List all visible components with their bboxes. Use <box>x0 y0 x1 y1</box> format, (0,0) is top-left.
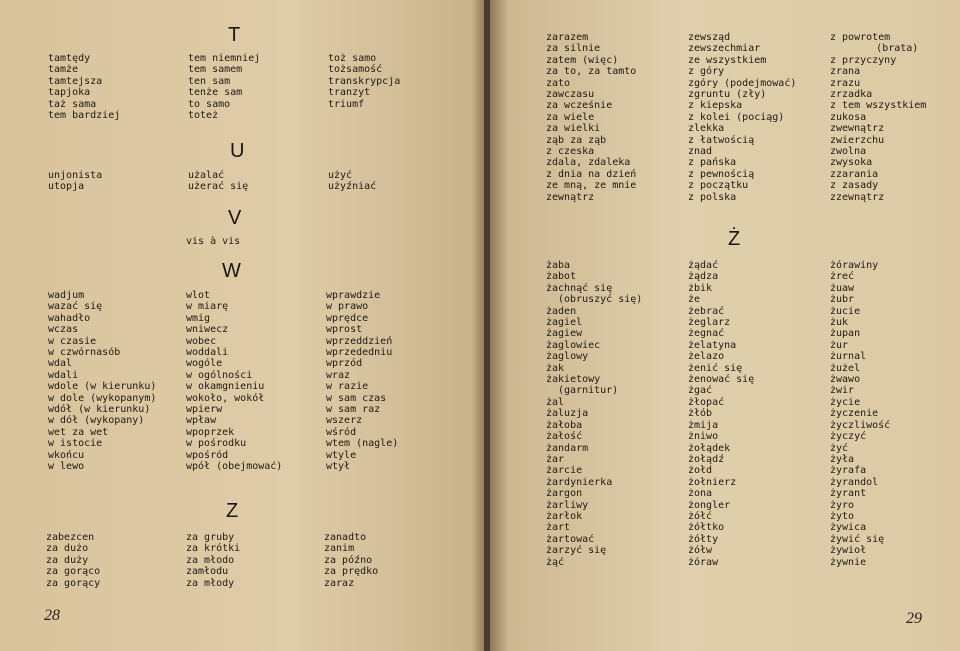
list-item: wlot <box>186 290 211 301</box>
list-item: za wcześnie <box>546 100 613 112</box>
list-item: wraz <box>326 369 351 381</box>
list-item: żuk <box>830 317 849 329</box>
list-item: żółw <box>688 545 713 557</box>
list-item: w istocie <box>48 438 103 450</box>
list-item: z łatwością <box>688 134 755 146</box>
t-column-2 <box>188 53 260 121</box>
list-item: żaba <box>546 260 571 271</box>
list-item: żniwo <box>688 431 719 443</box>
list-item: żyrafa <box>830 465 867 477</box>
u-column-1 <box>48 170 102 193</box>
list-item: zato <box>546 77 571 89</box>
list-item: żgać <box>688 385 713 397</box>
section-letter-t: T <box>228 24 241 46</box>
list-item: życie <box>830 396 861 408</box>
list-item: żar <box>546 453 565 465</box>
list-item: z powrotem <box>830 32 891 43</box>
list-item: żądać <box>688 260 719 271</box>
list-item: wczas <box>48 324 79 336</box>
list-item: zwolna <box>830 146 867 158</box>
list-item: wtył <box>326 461 351 473</box>
list-item: wszerz <box>326 415 363 427</box>
list-item: żandarm <box>546 442 589 454</box>
section-letter-z-dot: Ż <box>728 228 741 250</box>
list-item: zlekka <box>688 123 725 135</box>
list-item: żóraw <box>688 556 719 568</box>
list-item: żądza <box>688 271 719 283</box>
w-column-1 <box>48 290 156 473</box>
list-item: z pewnością <box>688 168 755 180</box>
list-item: żyro <box>830 499 855 511</box>
list-item: w okamgnieniu <box>186 381 265 393</box>
list-item: z dnia na dzień <box>546 168 637 180</box>
list-item: żuaw <box>830 282 855 294</box>
list-item: żółty <box>688 533 719 545</box>
list-item: żyrant <box>830 488 867 500</box>
list-item: za gruby <box>186 532 235 543</box>
list-item: wpośród <box>186 449 229 461</box>
list-item: żyrandol <box>830 476 879 488</box>
list-item: (brata) <box>876 43 919 55</box>
t-column-1 <box>48 53 120 121</box>
list-item: żłób <box>688 408 713 420</box>
list-item: zarazem <box>546 32 589 43</box>
list-item: żałoba <box>546 419 583 431</box>
list-item: wprost <box>326 324 363 336</box>
list-item: wet za wet <box>48 426 109 438</box>
list-item: w dół (wykopany) <box>48 415 145 427</box>
list-item: żaden <box>546 305 577 317</box>
u-column-3 <box>328 170 376 193</box>
list-item: z polska <box>688 191 737 203</box>
list-item: żłopać <box>688 396 725 408</box>
list-item: z kolei (pociąg) <box>688 111 785 123</box>
list-item: żartować <box>546 533 595 545</box>
list-item: za prędko <box>324 566 379 578</box>
list-item: żardynierka <box>546 476 613 488</box>
z-continued-column-1 <box>546 32 636 203</box>
list-item: żur <box>830 339 849 351</box>
list-item: wadjum <box>48 290 85 301</box>
list-item: żargon <box>546 488 583 500</box>
list-item: zaraz <box>324 577 355 589</box>
list-item: zewszechmiar <box>688 43 761 55</box>
list-item: triumf <box>328 98 365 110</box>
list-item: ząb za ząb <box>546 134 607 146</box>
list-item: (obruszyć się) <box>558 294 643 306</box>
list-item: żachnąć się <box>546 282 613 294</box>
list-item: z przyczyny <box>830 54 897 66</box>
list-item: zewnątrz <box>546 191 595 203</box>
list-item: za wielki <box>546 123 601 135</box>
list-item: żarzyć się <box>546 545 607 557</box>
w-column-2 <box>186 290 282 473</box>
list-item: wpław <box>186 415 217 427</box>
t-column-3 <box>328 53 400 110</box>
list-item: żąć <box>546 556 565 568</box>
list-item: zanadto <box>324 532 367 543</box>
list-item: wprawdzie <box>326 290 381 301</box>
list-item: żabot <box>546 271 577 283</box>
list-item: żal <box>546 396 565 408</box>
list-item: z pańska <box>688 157 737 169</box>
list-item: w czwórnasób <box>48 347 121 359</box>
list-item: zgóry (podejmować) <box>688 77 797 89</box>
list-item: zanim <box>324 543 355 555</box>
z-continued-column-2 <box>688 32 796 203</box>
list-item: życzliwość <box>830 419 891 431</box>
list-item: żółtko <box>688 522 725 534</box>
list-item: żona <box>688 488 713 500</box>
list-item: wdół (w kierunku) <box>48 404 151 416</box>
list-item: zamłodu <box>186 566 229 578</box>
list-item: zewsząd <box>688 32 731 43</box>
right-page <box>490 0 960 651</box>
list-item: żagiew <box>546 328 583 340</box>
list-item: użyźniać <box>328 181 377 193</box>
list-item: żołądek <box>688 442 731 454</box>
w-column-3 <box>326 290 398 473</box>
z-dot-column-2 <box>688 260 754 568</box>
list-item: zrana <box>830 66 861 78</box>
list-item: wpierw <box>186 404 223 416</box>
list-item: żaglowy <box>546 351 589 363</box>
list-item: wpoprzek <box>186 426 235 438</box>
list-item: żurnal <box>830 351 867 363</box>
list-item: wkońcu <box>48 449 85 461</box>
list-item: użyć <box>328 170 353 181</box>
list-item: toż samo <box>328 53 377 64</box>
list-item: za młody <box>186 577 235 589</box>
list-item: zdala, zdaleka <box>546 157 631 169</box>
list-item: unjonista <box>48 170 103 181</box>
z-column-1 <box>46 532 100 589</box>
list-item: żreć <box>830 271 855 283</box>
list-item: z kiepska <box>688 100 743 112</box>
list-item: tem bardziej <box>48 110 121 122</box>
list-item: żenić się <box>688 362 743 374</box>
list-item: wobec <box>186 335 217 347</box>
list-item: żagiel <box>546 317 583 329</box>
list-item: za duży <box>46 554 89 566</box>
list-item: w czasie <box>48 335 97 347</box>
list-item: z początku <box>688 180 749 192</box>
list-item: żywić się <box>830 533 885 545</box>
z-dot-column-1 <box>546 260 642 568</box>
section-letter-u: U <box>230 140 245 162</box>
list-item: z tem wszystkiem <box>830 100 927 112</box>
list-item: wdali <box>48 369 79 381</box>
list-item: woddali <box>186 347 229 359</box>
list-item: żołnierz <box>688 476 737 488</box>
list-item: żelazo <box>688 351 725 363</box>
list-item: tem niemniej <box>188 53 261 64</box>
list-item: żaluzja <box>546 408 589 420</box>
list-item: ze mną, ze mnie <box>546 180 637 192</box>
list-item: za wiele <box>546 111 595 123</box>
list-item: z zasady <box>830 180 879 192</box>
list-item: w miarę <box>186 301 229 313</box>
list-item: utopja <box>48 181 85 193</box>
list-item: wokoło, wokół <box>186 392 265 404</box>
list-item: żywica <box>830 522 867 534</box>
list-item: życzyć <box>830 431 867 443</box>
list-item: żeglarz <box>688 317 731 329</box>
list-item: (garnitur) <box>558 385 619 397</box>
list-item: tożsamość <box>328 64 383 76</box>
z-column-2 <box>186 532 240 589</box>
list-item: za późno <box>324 554 373 566</box>
list-item: za to, za tamto <box>546 66 637 78</box>
list-item: w sam czas <box>326 392 387 404</box>
list-item: zukosa <box>830 111 867 123</box>
list-item: to samo <box>188 98 231 110</box>
z-continued-column-3 <box>830 32 926 203</box>
list-item: żółć <box>688 510 713 522</box>
list-item: wniwecz <box>186 324 229 336</box>
list-item: z góry <box>688 66 725 78</box>
section-letter-w: W <box>222 260 241 282</box>
list-item: zrazu <box>830 77 861 89</box>
list-item: toteż <box>188 110 219 122</box>
list-item: żupan <box>830 328 861 340</box>
page-number-right: 29 <box>906 610 922 627</box>
list-item: tamtejsza <box>48 75 103 87</box>
list-item: za krótki <box>186 543 241 555</box>
list-item: tapjoka <box>48 87 91 99</box>
list-item: żenować się <box>688 374 755 386</box>
list-item: żarliwy <box>546 499 589 511</box>
list-item: transkrypcja <box>328 75 401 87</box>
list-item: tem samem <box>188 64 243 76</box>
list-item: żwawo <box>830 374 861 386</box>
list-item: tamtędy <box>48 53 91 64</box>
page-number-left: 28 <box>44 607 60 624</box>
list-item: w prawo <box>326 301 369 313</box>
list-item: tenże sam <box>188 87 243 99</box>
list-item: żakietowy <box>546 374 601 386</box>
list-item: wpół (obejmować) <box>186 461 283 473</box>
list-item: wprędce <box>326 312 369 324</box>
list-item: żołd <box>688 465 713 477</box>
list-item: taż sama <box>48 98 97 110</box>
list-item: za silnie <box>546 43 601 55</box>
list-item: żaglowiec <box>546 339 601 351</box>
list-item: żak <box>546 362 565 374</box>
list-item: wahadło <box>48 312 91 324</box>
u-column-2 <box>188 170 248 193</box>
list-item: żmija <box>688 419 719 431</box>
list-item: zawczasu <box>546 89 595 101</box>
list-item: wmig <box>186 312 211 324</box>
list-item: żegnać <box>688 328 725 340</box>
list-item: żarcie <box>546 465 583 477</box>
list-item: vis à vis <box>186 236 241 247</box>
list-item: żyć <box>830 442 849 454</box>
list-item: żyto <box>830 510 855 522</box>
list-item: żubr <box>830 294 855 306</box>
list-item: żałość <box>546 431 583 443</box>
list-item: zwewnątrz <box>830 123 885 135</box>
section-letter-z: Z <box>226 500 239 522</box>
list-item: w sam raz <box>326 404 381 416</box>
list-item: żużel <box>830 362 861 374</box>
list-item: użalać <box>188 170 225 181</box>
list-item: użerać się <box>188 181 249 193</box>
list-item: życzenie <box>830 408 879 420</box>
list-item: z czeska <box>546 146 595 158</box>
list-item: tamże <box>48 64 79 76</box>
list-item: za dużo <box>46 543 89 555</box>
list-item: żarłok <box>546 510 583 522</box>
list-item: wdal <box>48 358 73 370</box>
list-item: wdole (w kierunku) <box>48 381 157 393</box>
list-item: ze wszystkiem <box>688 54 767 66</box>
list-item: wtyle <box>326 449 357 461</box>
list-item: w razie <box>326 381 369 393</box>
list-item: zwierzchu <box>830 134 885 146</box>
list-item: wtem (nagle) <box>326 438 399 450</box>
list-item: w dole (wykopanym) <box>48 392 157 404</box>
list-item: że <box>688 294 701 306</box>
list-item: żbik <box>688 282 713 294</box>
list-item: w ogólności <box>186 369 253 381</box>
list-item: zzarania <box>830 168 879 180</box>
list-item: żyła <box>830 453 855 465</box>
list-item: wprzededniu <box>326 347 393 359</box>
list-item: w pośrodku <box>186 438 247 450</box>
list-item: za gorąco <box>46 566 101 578</box>
list-item: żucie <box>830 305 861 317</box>
list-item: żebrać <box>688 305 725 317</box>
list-item: żongler <box>688 499 731 511</box>
list-item: żołądź <box>688 453 725 465</box>
list-item: zabezcen <box>46 532 95 543</box>
z-dot-column-3 <box>830 260 890 568</box>
list-item: zzewnątrz <box>830 191 885 203</box>
list-item: wśród <box>326 426 357 438</box>
z-column-3 <box>324 532 378 589</box>
v-column-1 <box>186 236 240 247</box>
list-item: wprzeddzień <box>326 335 393 347</box>
list-item: znad <box>688 146 713 158</box>
list-item: żwir <box>830 385 855 397</box>
list-item: wazać się <box>48 301 103 313</box>
list-item: zrzadka <box>830 89 873 101</box>
list-item: żórawiny <box>830 260 879 271</box>
list-item: żelatyna <box>688 339 737 351</box>
list-item: wprzód <box>326 358 363 370</box>
list-item: za młodo <box>186 554 235 566</box>
list-item: wogóle <box>186 358 223 370</box>
list-item: w lewo <box>48 461 85 473</box>
list-item: zgruntu (zły) <box>688 89 767 101</box>
section-letter-v: V <box>228 207 242 229</box>
list-item: ten sam <box>188 75 231 87</box>
list-item: żywnie <box>830 556 867 568</box>
list-item: żywioł <box>830 545 867 557</box>
list-item: zatem (więc) <box>546 54 619 66</box>
list-item: żart <box>546 522 571 534</box>
list-item: zwysoka <box>830 157 873 169</box>
list-item: za gorący <box>46 577 101 589</box>
list-item: tranzyt <box>328 87 371 99</box>
